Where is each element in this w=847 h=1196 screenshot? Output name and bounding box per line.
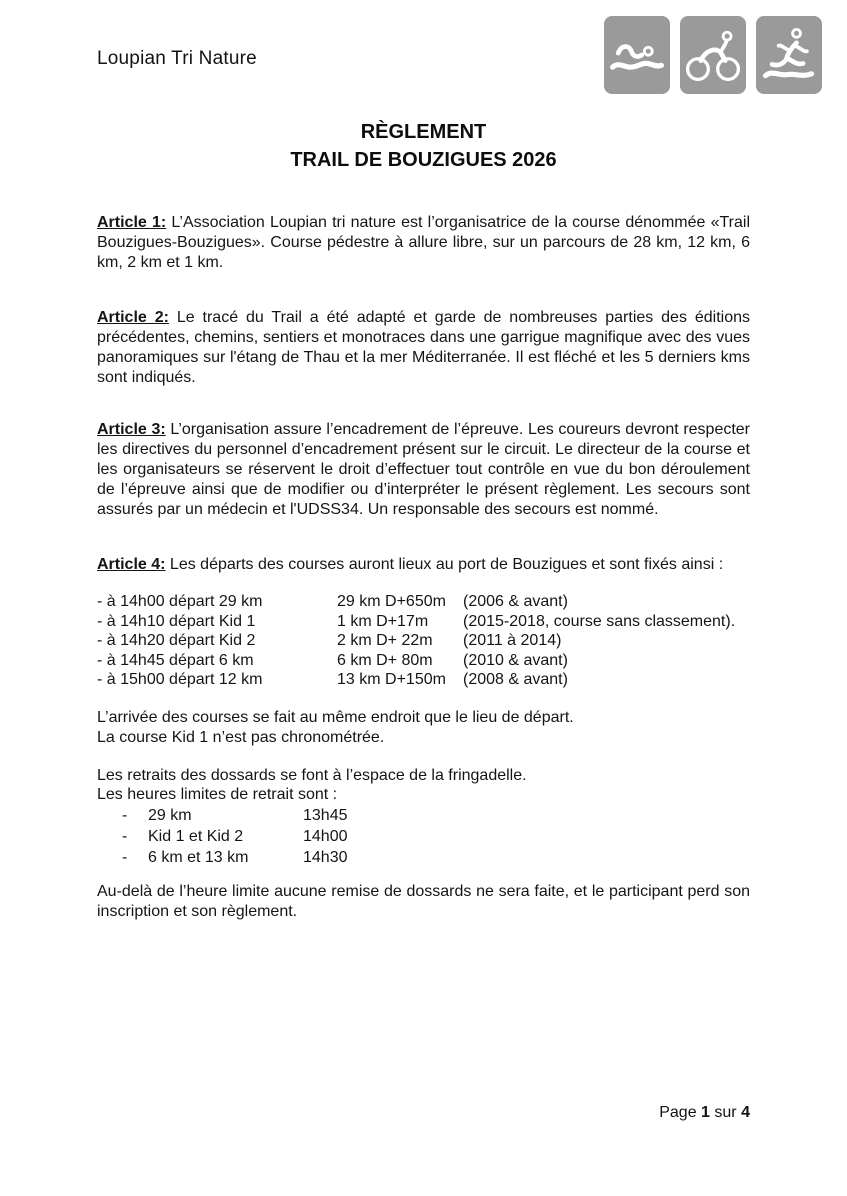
footer-page-label: Page — [659, 1104, 697, 1121]
deadline-row — [122, 847, 750, 868]
closing-paragraph: Au-delà de l’heure limite aucune remise de dossards ne sera faite, et le participant perd son inscription et son règlement. — [97, 883, 750, 921]
deadline-row — [122, 805, 750, 826]
deadline-time: 14h30 — [303, 848, 348, 866]
deadlines-intro-line: Les heures limites de retrait sont : — [97, 786, 338, 803]
footer-page-number: 1 — [701, 1104, 710, 1121]
article-3 — [97, 420, 750, 520]
document-header — [0, 0, 847, 100]
article-1 — [97, 213, 750, 273]
deadline-row — [122, 826, 750, 847]
departure-distance: 1 km D+17m — [337, 612, 429, 630]
triathlon-icons — [604, 16, 822, 94]
arrival-note — [97, 708, 750, 748]
arrival-line: L’arrivée des courses se fait au même endroit que le lieu de départ. — [97, 708, 574, 726]
deadline-race: Kid 1 et Kid 2 — [148, 827, 244, 845]
bike-icon — [680, 16, 746, 94]
article-4-text: Les départs des courses auront lieux au port de Bouzigues et sont fixés ainsi : — [169, 556, 724, 573]
article-1-text: L’Association Loupian tri nature est l’organisatrice de la course dénommée «Trail Bouzigues-Bouzigues». Course pédestre à allure libre, sur un parcours de 28 km, 12 km, 6 km, 2 km et 1 km. — [97, 214, 750, 271]
deadline-dash: - — [122, 827, 128, 845]
document-title — [0, 118, 847, 174]
deadline-dash: - — [122, 848, 128, 866]
deadline-time: 13h45 — [303, 806, 348, 824]
brand-name: Loupian Tri Nature — [97, 48, 257, 69]
departure-row — [97, 592, 750, 612]
kid-line: La course Kid 1 n’est pas chronométrée. — [97, 728, 385, 746]
article-4 — [97, 555, 750, 575]
departure-start: - à 14h00 départ 29 km — [97, 593, 263, 610]
departure-start: - à 14h45 départ 6 km — [97, 651, 254, 669]
deadline-list — [97, 805, 750, 869]
deadline-dash: - — [122, 806, 128, 824]
departure-start: - à 15h00 départ 12 km — [97, 671, 263, 688]
article-2-text: Le tracé du Trail a été adapté et garde de nombreuses parties des éditions précédentes, chemins, sentiers et monotraces dans une garrigue magnifique avec des vues panoramiques sur l'étang de Thau et la mer Méditerranée. Il est fléché et les 5 derniers kms sont indiqués. — [97, 309, 751, 386]
deadline-race: 29 km — [148, 806, 192, 824]
run-icon — [756, 16, 822, 94]
departure-row — [97, 670, 750, 690]
departure-row — [97, 631, 750, 651]
article-2-label: Article 2: — [97, 309, 169, 326]
departure-start: - à 14h10 départ Kid 1 — [97, 612, 256, 630]
departure-distance: 13 km D+150m — [337, 671, 446, 688]
article-2 — [97, 308, 750, 388]
article-1-label: Article 1: — [97, 214, 167, 231]
bibs-line: Les retraits des dossards se font à l’espace de la fringadelle. — [97, 766, 527, 784]
departure-distance: 6 km D+ 80m — [337, 651, 433, 669]
document-body — [97, 213, 750, 922]
bib-pickup-note — [97, 766, 750, 805]
departure-distance: 2 km D+ 22m — [337, 632, 433, 649]
departure-age: (2006 & avant) — [463, 593, 568, 610]
article-3-label: Article 3: — [97, 421, 166, 438]
departure-distance: 29 km D+650m — [337, 593, 446, 610]
article-3-text: L’organisation assure l’encadrement de l’épreuve. Les coureurs devront respecter les directives du personnel d’encadrement présent sur le circuit. Le directeur de la course et les organisateurs se réservent le droit d’effectuer tout contrôle en vue du bon déroulement de l’épreuve ainsi que de modifier ou d’interpréter le présent règlement. Les secours sont assurés par un médecin et l'UDSS34. Un responsable des secours est nommé. — [97, 421, 751, 518]
departure-age: (2010 & avant) — [463, 651, 568, 669]
title-line-1: RÈGLEMENT — [360, 121, 487, 143]
deadline-race: 6 km et 13 km — [148, 848, 249, 866]
departures-table — [97, 592, 750, 690]
deadline-time: 14h00 — [303, 827, 348, 845]
departure-start: - à 14h20 départ Kid 2 — [97, 632, 256, 649]
departure-row — [97, 651, 750, 671]
footer-separator: sur — [714, 1104, 737, 1121]
departure-age: (2015-2018, course sans classement). — [463, 612, 736, 630]
article-4-label: Article 4: — [97, 556, 166, 573]
departure-age: (2011 à 2014) — [463, 632, 562, 649]
departure-age: (2008 & avant) — [463, 671, 568, 688]
swim-icon — [604, 16, 670, 94]
page-footer — [659, 1104, 750, 1122]
title-line-2: TRAIL DE BOUZIGUES 2026 — [290, 149, 557, 171]
departure-row — [97, 612, 750, 632]
footer-page-total: 4 — [741, 1104, 750, 1121]
